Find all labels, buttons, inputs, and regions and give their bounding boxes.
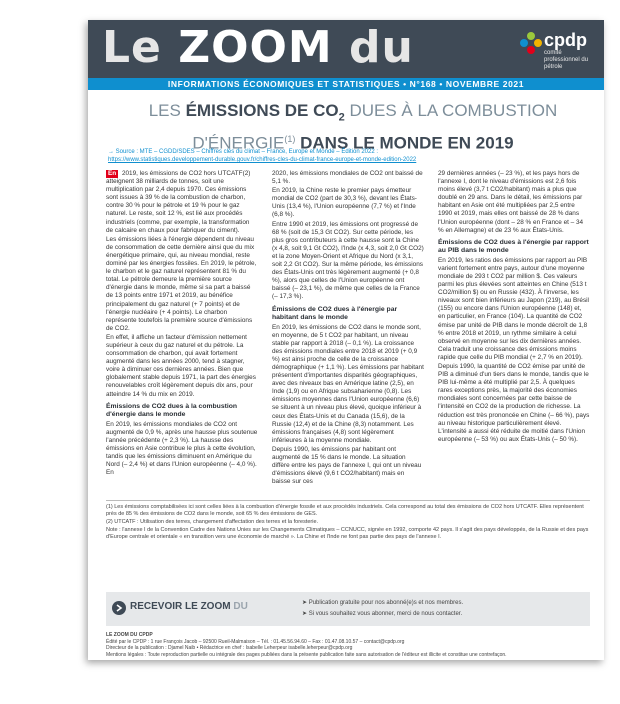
paragraph: 2019, les émissions de CO2 hors UTCATF(2) atteignent 38 milliards de tonnes, soit une multiplication par 2,4 depuis 1970. Ces émissions sont issues à 39 % de la combustion de charbon, contre 30 % pour le pétrole et 19 % pour le gaz naturel. Le reste, soit 12 %, est lié aux procédés industriels (comme, par exemple, la transformation de calcaire en chaux pour fabriquer du ciment). [106, 170, 251, 234]
paragraph: En 2019, les ratios des émissions par rapport au PIB varient fortement entre pays, autour d'une moyenne mondiale de 293 t CO2 par million $. Ces valeurs parmi les plus élevées sont atteintes en Chine (513 t CO2/million $) ou en Russie (432). À l'inverse, les niveaux sont bien inférieurs au Japon (219), au Brésil (155) ou encore dans l'Union européenne (148) et, en particulier, en France (104). La quantité de CO2 émise par unité de PIB dans le monde décroît de 1,8 % entre 2018 et 2019, un rythme similaire à celui observé en moyenne sur les dix dernières années. Cela traduit une croissance des émissions moins rapide que celle du PIB mondial (+ 2,7 % en 2019). [438, 256, 589, 361]
section-heading: Émissions de CO2 dues à l'énergie par rapport au PIB dans le monde [438, 238, 589, 254]
paragraph: En 2019, la Chine reste le premier pays émetteur mondial de CO2 (part de 30,3 %), devant les États-Unis (13,4 %), l'Union européenne (7,7 %) et l'Inde (6,8 %). [272, 187, 417, 219]
footer-line: LE ZOOM DU CPDP [106, 632, 153, 638]
source-text: → Source : MTE – CGDD/SDES – Chiffres clés du climat – France, Europe et Monde – Édition 2022 : [108, 149, 379, 155]
masthead-word-zoom: ZOOM [178, 22, 333, 73]
footnote: (2) UTCATF : Utilisation des terres, changement d'affectation des terres et la foresterie. [106, 519, 319, 525]
footer-line: Mentions légales : Toute reproduction partielle ou intégrale des pages publiées dans la présente publication faite sans autorisation de l'éditeur est illicite et constitue une contrefaçon. [106, 651, 507, 658]
newsletter-page [88, 20, 604, 660]
subscribe-line: ➤ Si vous souhaitez vous abonner, merci de nous contacter. [302, 611, 463, 617]
title-superscript: (1) [284, 134, 296, 145]
article-columns [106, 170, 590, 496]
footnote: Note : l'annexe I de la Convention Cadre des Nations Unies sur les Changements Climatiques – CCNUCC, signée en 1992, comporte 42 pays. Il s'agit des pays développés, de la Russie et des pays d'Europe centrale et orientale « en transition vers une économie de marché ». La Chine et l'Inde ne font pas partie des pays de l'annexe I. [106, 527, 589, 540]
issue-strip: INFORMATIONS ÉCONOMIQUES ET STATISTIQUES • N°168 • NOVEMBRE 2021 [88, 78, 604, 90]
footnote: (1) Les émissions comptabilisées ici sont celles liées à la combustion d'énergie fossile et aux procédés industriels. Cela correspond au total des émissions de CO2 hors UTCATF. Elles représentent près de 85 % des émissions de CO2 dans le monde, soit 65 % des émissions de GES. [106, 504, 584, 517]
subscribe-title [130, 601, 248, 612]
column-2 [272, 170, 424, 496]
subscribe-banner [106, 592, 590, 626]
footer-line: Édité par le CPDP : 1 rue François Jacob – 92500 Rueil-Malmaison – Tél. : 01.45.56.94.60 – Fax : 01.47.08.10.57 – contact@cpdp.org [106, 638, 405, 645]
title-part: D'ÉNERGIE [192, 134, 285, 154]
masthead-word-du: du [349, 22, 414, 73]
paragraph: 29 dernières années (– 23 %), et les pays hors de l'annexe I, dont le niveau d'émissions est 2,6 fois moins élevé (3,7 t CO2/habitant) mais a plus que doublé en 29 ans. Dans le détail, les émissions par habitant en Asie ont été multipliées par 2,5 entre 1990 et 2019, mais elles ont baissé de 28 % dans l'Union européenne (dont – 28 % en France et – 34 % en Allemagne) et de 23 % aux États-Unis. [438, 170, 584, 234]
subscribe-word: RECEVOIR [130, 601, 183, 612]
logo-name: cpdp [544, 30, 587, 50]
section-heading: Émissions de CO2 dues à l'énergie par habitant dans le monde [272, 305, 398, 321]
subscribe-line: ➤ Publication gratuite pour nos abonné(e)s et nos membres. [302, 600, 464, 606]
dropcap: En [108, 170, 117, 177]
title-bold-part: DANS LE MONDE EN 2019 [295, 134, 514, 154]
paragraph: Depuis 1990, la quantité de CO2 émise par unité de PIB a diminué d'un tiers dans le monde, tandis que le PIB lui-même a été multiplié par 2,5. À quelques rares exceptions près, la majorité des économies mondiales sont concernées par cette baisse de l'intensité en CO2 de la production de richesse. La réduction est très prononcée en Chine (– 66 %), pays au niveau historique particulièrement élevé. L'intensité a aussi été réduite de moitié dans l'Union européenne (– 53 %) ou aux États-Unis (– 50 %). [438, 362, 590, 443]
divider [106, 500, 590, 501]
section-heading: Émissions de CO2 dues à la combustion d'énergie dans le monde [106, 402, 238, 418]
arrow-right-icon [112, 601, 126, 615]
title-subscript: 2 [338, 111, 345, 124]
paragraph: Depuis 1990, les émissions par habitant ont augmenté de 15 % dans le monde. La situation diffère entre les pays de l'annexe I, qui ont un niveau d'émissions élevé (9,6 t CO2/habitant) mais en baisse sur ces [272, 445, 422, 486]
masthead-title [102, 22, 414, 74]
footer [106, 632, 590, 658]
column-1 [106, 170, 258, 496]
title-part: DUES À LA COMBUSTION [344, 101, 558, 120]
source-link[interactable]: https://www.statistiques.developpement-durable.gouv.fr/chiffres-cles-du-climat-france-europe-et-monde-edition-2022 [108, 157, 417, 163]
paragraph: Entre 1990 et 2019, les émissions ont progressé de 68 % (soit de 15,3 Gt CO2). Sur cette période, les plus gros contributeurs à cette hausse sont la Chine (x 4,8, soit 9,1 Gt CO2), l'Inde (x 4,3, soit 2,0 Gt CO2) et la zone Moyen-Orient et Afrique du Nord (x 3,1, soit 2,2 Gt CO2). Sur la même période, les émissions des États-Unis ont très légèrement augmenté (+ 0,8 %), alors que celles de l'Union européenne ont baissé (– 23,1 %), de même que celles de la France (– 17,3 %). [272, 220, 424, 301]
masthead-band [88, 20, 604, 78]
logo-subtitle: comité professionnel du pétrole [544, 50, 589, 70]
footer-line: Directeur de la publication : Djamel Naib • Rédactrice en chef : Isabelle Leherpeur isabelle.leherpeur@cpdp.org [106, 645, 353, 651]
subscribe-word: LE ZOOM [185, 601, 231, 612]
article-title [118, 100, 588, 155]
subscribe-word: DU [233, 601, 248, 612]
source-note [108, 148, 588, 164]
cpdp-logo [520, 28, 598, 74]
paragraph: En 2019, les émissions mondiales de CO2 ont augmenté de 0,9 %, après une hausse plus soutenue l'année précédente (+ 2,3 %). La hausse des émissions en Asie contribue le plus à cette évolution, tandis que les émissions diminuent en Amérique du Nord (– 2,4 %) et dans l'Union européenne (– 4,0 %). En [106, 420, 258, 477]
paragraph: En 2019, les émissions de CO2 dans le monde sont, en moyenne, de 5 t CO2 par habitant, un niveau stable par rapport à 2018 (– 0,1 %). La croissance des émissions mondiales entre 2018 et 2019 (+ 0,9 %) est ainsi proche de celle de la croissance démographique (+ 1,1 %). Les émissions par habitant présentent d'importantes disparités géographiques, avec des niveaux bas en Amérique latine (2,5), en Inde (1,9) ou en Afrique subsaharienne (0,8). Les émissions moyennes dans l'Union européenne (6,6) se situent à un niveau plus élevé, quoique inférieur à ceux des États-Unis et du Canada (15,6), de la Russie (12,4) et de la Chine (8,3) notamment. Les émissions françaises (4,8) sont légèrement inférieures à la moyenne mondiale. [272, 323, 424, 444]
footnotes [106, 504, 590, 542]
logo-dots-icon [520, 32, 542, 54]
paragraph: 2020, les émissions mondiales de CO2 ont baissé de 5,1 %. [272, 170, 423, 186]
paragraph: En effet, il affiche un facteur d'émission nettement supérieur à ceux du gaz naturel et du pétrole. La consommation de charbon, qui avait fortement augmenté dans les années 2000, tend à stagner, voire à diminuer ces dernières années. Bien que globalement stable depuis 1971, la part des énergies renouvelables croît légèrement depuis dix ans, pour atteindre 14 % du mix en 2019. [106, 333, 256, 398]
masthead-word-le: Le [102, 22, 162, 73]
column-3 [438, 170, 590, 496]
title-part: LES [148, 101, 186, 120]
paragraph: Les émissions liées à l'énergie dépendent du niveau de consommation de cette dernière ainsi que du mix énergétique primaire, qui, au niveau mondial, reste dominé par les énergies fossiles. En 2019, le pétrole, le charbon et le gaz naturel représentent 81 % du total. Le pétrole demeure la première source d'énergie dans le monde, même si sa part a baissé de 13 points entre 1971 et 2019, au bénéfice principalement du gaz naturel (+ 7 points) et de l'énergie nucléaire (+ 4 points). Le charbon représente toutefois la première source d'émissions de CO2. [106, 235, 257, 332]
title-bold-part: ÉMISSIONS DE CO [185, 101, 339, 120]
